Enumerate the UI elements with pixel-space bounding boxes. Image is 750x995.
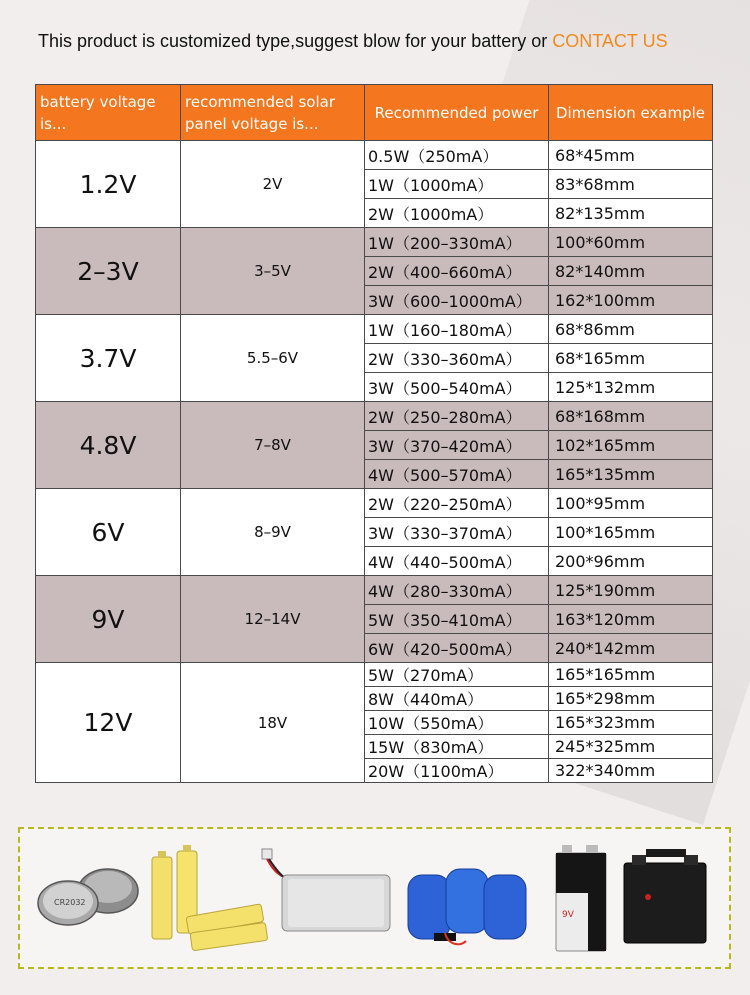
power-cell: 5W（350–410mA）	[365, 605, 549, 634]
dimension-cell: 163*120mm	[549, 605, 713, 634]
power-cell: 4W（440–500mA）	[365, 547, 549, 576]
column-header-battery-voltage: battery voltage is...	[36, 85, 181, 141]
table-body	[36, 141, 713, 783]
battery-types-illustration	[18, 827, 731, 969]
power-cell: 1W（160–180mA）	[365, 315, 549, 344]
dimension-cell: 165*298mm	[549, 687, 713, 711]
power-cell: 3W（500–540mA）	[365, 373, 549, 402]
power-cell: 15W（830mA）	[365, 735, 549, 759]
aa-battery-icon	[152, 845, 268, 951]
sealed-lead-acid-battery-icon	[624, 849, 706, 943]
dimension-cell: 102*165mm	[549, 431, 713, 460]
power-cell: 2W（220–250mA）	[365, 489, 549, 518]
panel-voltage-cell: 7–8V	[181, 402, 365, 489]
headline	[38, 31, 668, 52]
dimension-cell: 68*45mm	[549, 141, 713, 170]
power-cell: 2W（400–660mA）	[365, 257, 549, 286]
power-cell: 6W（420–500mA）	[365, 634, 549, 663]
dimension-cell: 322*340mm	[549, 759, 713, 783]
power-cell: 4W（500–570mA）	[365, 460, 549, 489]
panel-voltage-cell: 12–14V	[181, 576, 365, 663]
power-cell: 3W（600–1000mA）	[365, 286, 549, 315]
headline-text: This product is customized type,suggest blow for your battery or	[38, 31, 553, 51]
dimension-cell: 82*135mm	[549, 199, 713, 228]
dimension-cell: 240*142mm	[549, 634, 713, 663]
battery-voltage-cell: 4.8V	[36, 402, 181, 489]
dimension-cell: 68*165mm	[549, 344, 713, 373]
table-row	[36, 576, 713, 605]
panel-voltage-cell: 8–9V	[181, 489, 365, 576]
table-row	[36, 402, 713, 431]
battery-voltage-cell: 6V	[36, 489, 181, 576]
dimension-cell: 82*140mm	[549, 257, 713, 286]
table-row	[36, 141, 713, 170]
panel-voltage-cell: 3–5V	[181, 228, 365, 315]
lipo-battery-icon	[262, 849, 390, 931]
dimension-cell: 100*95mm	[549, 489, 713, 518]
dimension-cell: 68*168mm	[549, 402, 713, 431]
battery-voltage-cell: 9V	[36, 576, 181, 663]
batteries-svg	[20, 829, 729, 967]
panel-voltage-cell: 2V	[181, 141, 365, 228]
table-row	[36, 228, 713, 257]
dimension-cell: 165*165mm	[549, 663, 713, 687]
power-cell: 1W（1000mA）	[365, 170, 549, 199]
battery-voltage-cell: 3.7V	[36, 315, 181, 402]
coin-cell-label: CR2032	[54, 898, 86, 907]
power-cell: 3W（330–370mA）	[365, 518, 549, 547]
dimension-cell: 68*86mm	[549, 315, 713, 344]
dimension-cell: 162*100mm	[549, 286, 713, 315]
dimension-cell: 125*190mm	[549, 576, 713, 605]
power-cell: 2W（330–360mA）	[365, 344, 549, 373]
battery-voltage-cell: 2–3V	[36, 228, 181, 315]
column-header-dimension: Dimension example	[549, 85, 713, 141]
column-header-panel-voltage: recommended solar panel voltage is...	[181, 85, 365, 141]
dimension-cell: 100*165mm	[549, 518, 713, 547]
power-cell: 3W（370–420mA）	[365, 431, 549, 460]
dimension-cell: 200*96mm	[549, 547, 713, 576]
table-row	[36, 489, 713, 518]
battery-voltage-cell: 12V	[36, 663, 181, 783]
table-row	[36, 663, 713, 687]
9v-battery-icon	[556, 845, 606, 951]
panel-voltage-cell: 18V	[181, 663, 365, 783]
power-cell: 2W（250–280mA）	[365, 402, 549, 431]
dimension-cell: 245*325mm	[549, 735, 713, 759]
contact-us-link[interactable]: CONTACT US	[552, 31, 668, 51]
power-cell: 1W（200–330mA）	[365, 228, 549, 257]
power-cell: 5W（270mA）	[365, 663, 549, 687]
power-cell: 2W（1000mA）	[365, 199, 549, 228]
dimension-cell: 100*60mm	[549, 228, 713, 257]
power-cell: 4W（280–330mA）	[365, 576, 549, 605]
dimension-cell: 83*68mm	[549, 170, 713, 199]
power-cell: 10W（550mA）	[365, 711, 549, 735]
table-row	[36, 315, 713, 344]
blue-battery-pack-icon	[408, 869, 526, 944]
power-cell: 20W（1100mA）	[365, 759, 549, 783]
dimension-cell: 165*135mm	[549, 460, 713, 489]
power-cell: 8W（440mA）	[365, 687, 549, 711]
battery-spec-table	[35, 84, 713, 783]
dimension-cell: 125*132mm	[549, 373, 713, 402]
coin-cell-battery-icon	[38, 869, 138, 925]
9v-label: 9V	[562, 910, 574, 920]
dimension-cell: 165*323mm	[549, 711, 713, 735]
column-header-power: Recommended power	[365, 85, 549, 141]
battery-voltage-cell: 1.2V	[36, 141, 181, 228]
panel-voltage-cell: 5.5–6V	[181, 315, 365, 402]
power-cell: 0.5W（250mA）	[365, 141, 549, 170]
